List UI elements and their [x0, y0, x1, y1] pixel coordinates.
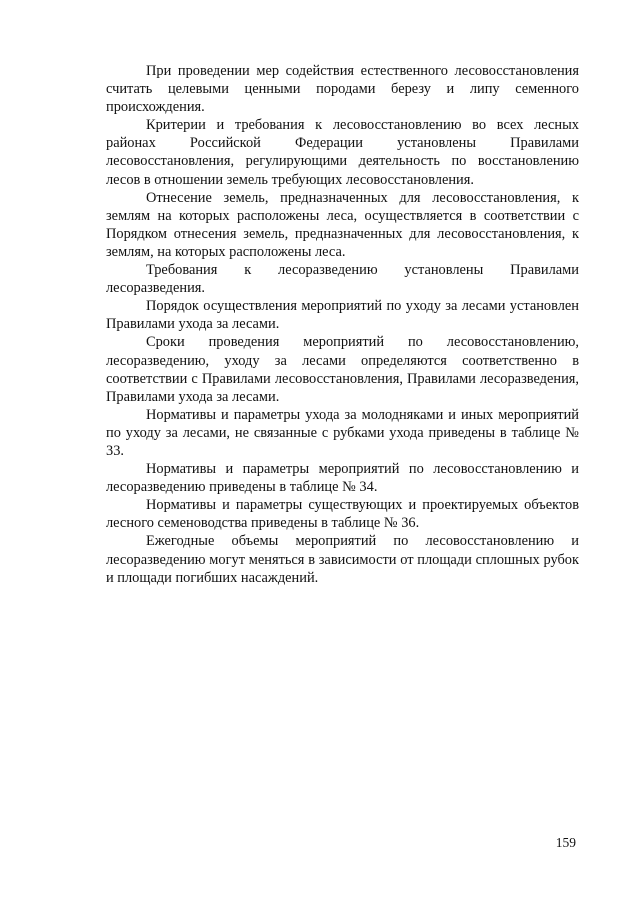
- page-number: 159: [555, 835, 576, 850]
- paragraph: Требования к лесоразведению установлены Правилами лесоразведения.: [106, 262, 579, 297]
- paragraph: Критерии и требования к лесовосстановлению во всех лесных районах Российской Федерации установлены Правилами лесовосстановления, регулирующими деятельность по восстановлению лесов в отношении земель требующих лесовосстановления.: [106, 117, 579, 188]
- paragraph: При проведении мер содействия естественного лесовосстановления считать целевыми ценными породами березу и липу семенного происхождения.: [106, 63, 579, 116]
- body-text: [106, 62, 579, 587]
- paragraph: Сроки проведения мероприятий по лесовосстановлению, лесоразведению, уходу за лесами определяются соответственно в соответствии с Правилами лесовосстановления, Правилами лесоразведения, Правилами ухода за лесами.: [106, 334, 579, 405]
- paragraph: Отнесение земель, предназначенных для лесовосстановления, к землям на которых расположены леса, осуществляется в соответствии с Порядком отнесения земель, предназначенных для лесовосстановления, к землям, на которых расположены леса.: [106, 189, 579, 260]
- paragraph: Порядок осуществления мероприятий по уходу за лесами установлен Правилами ухода за лесами.: [106, 298, 579, 333]
- paragraph: Нормативы и параметры ухода за молодняками и иных мероприятий по уходу за лесами, не связанные с рубками ухода приведены в таблице № 33.: [106, 406, 579, 459]
- paragraph: Ежегодные объемы мероприятий по лесовосстановлению и лесоразведению могут меняться в зависимости от площади сплошных рубок и площади погибших насаждений.: [106, 533, 579, 586]
- paragraph: Нормативы и параметры мероприятий по лесовосстановлению и лесоразведению приведены в таблице № 34.: [106, 461, 579, 496]
- paragraph: Нормативы и параметры существующих и проектируемых объектов лесного семеноводства приведены в таблице № 36.: [106, 497, 579, 532]
